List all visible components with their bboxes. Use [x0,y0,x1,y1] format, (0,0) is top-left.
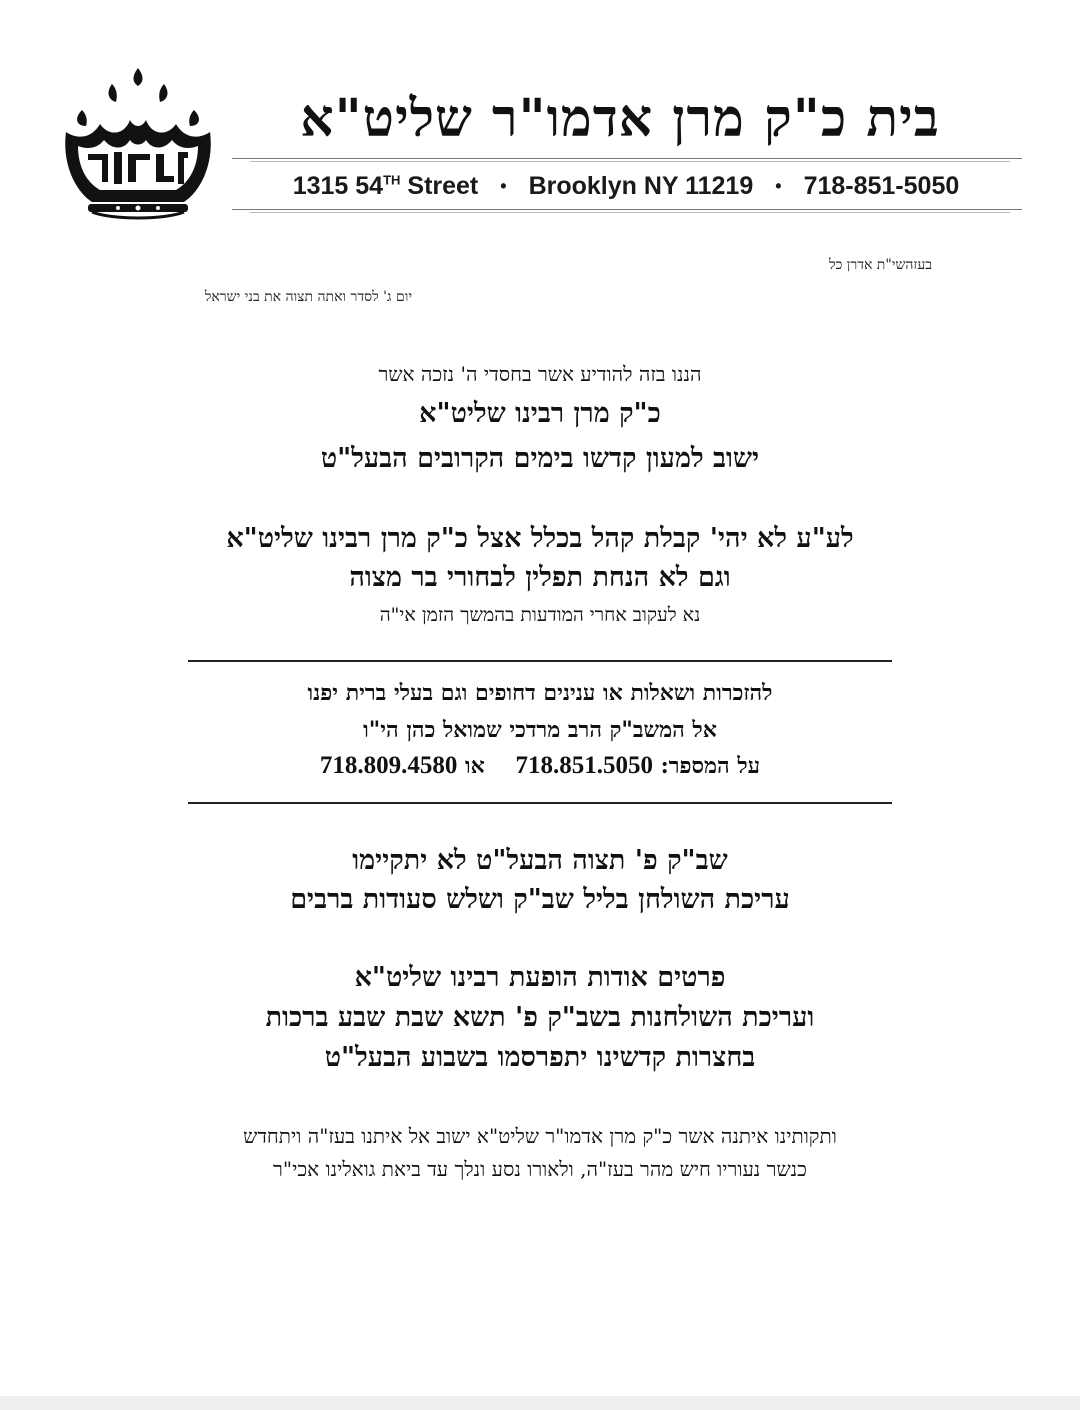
header-rule-top-inner [250,161,1010,162]
header-rule-bottom-inner [250,212,1010,213]
contact-phones [140,752,940,780]
header-rule-bottom [232,209,1022,210]
header-blessing: בעזהשי"ת אדרן כל [828,257,932,273]
details-line-2: ועריכת השולחנות בשב"ק פ' תשא שבת שבע ברכות [265,1002,815,1033]
contact-or: או [465,753,485,779]
header-rule-top [232,158,1022,159]
phone-number: 718-851-5050 [803,171,960,200]
closing-line-2: כנשר נעוריו חיש מהר בעז"ה, ולאורו נסע ונלך עד ביאת גואלינו אכי"ר [273,1157,807,1181]
crown-logo [52,62,224,222]
notice-line-2: וגם לא הנחת תפלין לבחורי בר מצוה [349,562,731,593]
contact-line-2: אל המשב"ק הרב מרדכי שמואל כהן הי"ו [363,717,717,743]
separator-dot: • [500,175,507,196]
organization-title: בית כ"ק מרן אדמו"ר שליט"א [300,88,940,149]
city-state-zip: Brooklyn NY 11219 [528,171,754,200]
details-line-3: בחצרות קדשינו יתפרסמו בשבוע הבעל"ט [324,1042,756,1073]
rebbe-line-1: כ"ק מרן רבינו שליט"א [419,398,661,429]
separator-dot: • [775,175,782,196]
contact-phone-2: 718.809.4580 [319,752,458,779]
shabbos-line-2: עריכת השולחן בליל שב"ק ושלש סעודות ברבים [290,884,790,915]
notice-line-3: נא לעקוב אחרי המודעות בהמשך הזמן אי"ה [379,604,701,626]
contact-phone-1: 718.851.5050 [515,752,653,779]
contact-line-1: להזכרות ושאלות או ענינים דחופים וגם בעלי ברית יפנו [307,680,773,706]
notice-line-1: לע"ע לא יהי' קבלת קהל בכלל אצל כ"ק מרן רבינו שליט"א [226,523,854,554]
divider-top [188,660,892,662]
divider-bottom [188,802,892,804]
shabbos-line-1: שב"ק פ' תצוה הבעל"ט לא יתקיימו [352,845,728,876]
street-address: 1315 54TH Street [292,171,479,200]
closing-line-1: ותקותינו איתנה אשר כ"ק מרן אדמו"ר שליט"א ישוב אל איתנו בעז"ה ויתחדש [243,1124,837,1148]
letterhead-contact [236,166,1016,206]
page-bottom-edge [0,1396,1080,1410]
rebbe-line-2: ישוב למעון קדשו בימים הקרובים הבעל"ט [320,443,760,474]
intro-line: הננו בזה להודיע אשר בחסדי ה' נזכה אשר [378,362,702,386]
details-line-1: פרטים אודות הופעת רבינו שליט"א [354,962,726,993]
header-date: יום ג' לסדר ואתה תצוה את בני ישראל [204,289,412,305]
contact-label: על המספר: [660,753,761,779]
